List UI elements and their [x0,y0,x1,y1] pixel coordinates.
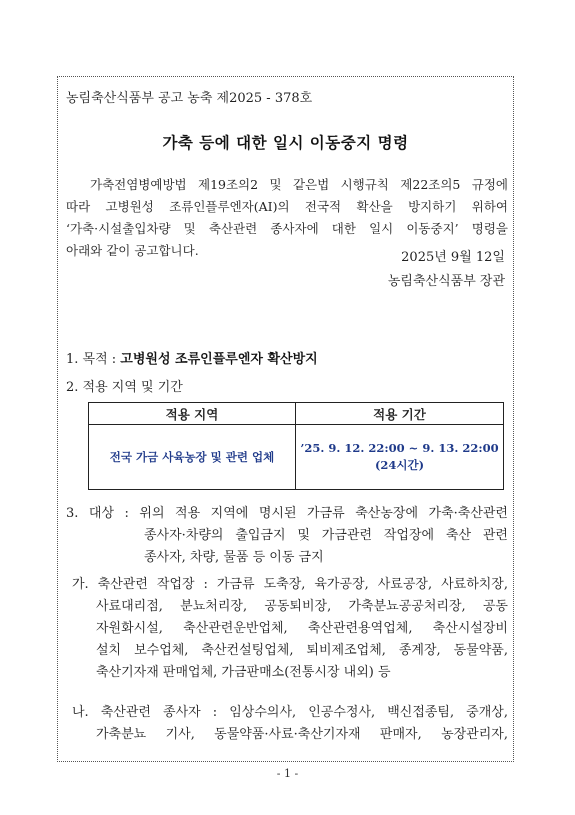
issuing-authority: 농림축산식품부 장관 [387,274,505,289]
workplace-line: 축산기자재 판매업체, 가금판매소(전통시장 내외) 등 [96,665,391,680]
workplace-line: 사료대리점, 분뇨처리장, 공동퇴비장, 가축분뇨공공처리장, 공동 [96,599,508,614]
intro-line: 아래와 같이 공고합니다. [66,243,199,258]
target-line: 종사자, 차량, 물품 등 이동 금지 [144,550,324,565]
scope-heading: 2. 적용 지역 및 기간 [66,380,183,395]
workplace-line: 설치 보수업체, 축산컨설팅업체, 퇴비제조업체, 종계장, 동물약품, [96,643,508,658]
purpose-section [66,348,318,367]
intro-line: 가축전염병예방법 제19조의2 및 같은법 시행규칙 제22조의5 규정에 [90,177,508,192]
purpose-value: 고병원성 조류인플루엔자 확산방지 [120,352,318,367]
workplace-line: 가. 축산관련 작업장 : 가금류 도축장, 육가공장, 사료공장, 사료하치장, [72,577,508,592]
purpose-label: 1. 목적 : [66,352,121,367]
period-cell [296,425,504,490]
period-range: ’25. 9. 12. 22:00 ~ 9. 13. 22:00 [300,441,499,455]
notice-number: 농림축산식품부 공고 농축 제2025 - 378호 [66,91,313,106]
worker-item [72,702,508,746]
workplace-line: 자원화시설, 축산관련운반업체, 축산관련용역업체, 축산시설장비 [96,621,508,636]
worker-line: 나. 축산관련 종사자 : 임상수의사, 인공수정사, 백신접종팀, 중개상, [72,705,508,720]
document-title: 가축 등에 대한 일시 이동중지 명령 [162,133,409,152]
table-header-row [89,403,504,425]
table-row [89,425,504,490]
scope-table [88,402,504,490]
header-period: 적용 기간 [296,403,504,425]
workplace-item [72,574,508,684]
target-section [66,503,508,569]
page-number: - 1 - [276,767,299,780]
target-line: 3. 대상 : 위의 적용 지역에 명시된 가금류 축산농장에 가축·축산관련 [66,506,508,521]
worker-line: 가축분뇨 기사, 동물약품·사료·축산기자재 판매자, 농장관리자, [96,727,508,742]
notice-date: 2025년 9월 12일 [401,250,505,265]
region-cell: 전국 가금 사육농장 및 관련 업체 [89,425,296,490]
header-region: 적용 지역 [89,403,296,425]
target-line: 종사자·차량의 출입금지 및 가금관련 작업장에 축산 관련 [144,528,508,543]
notice-frame [57,76,514,762]
intro-line: ‘가축·시설출입차량 및 축산관련 종사자에 대한 일시 이동중지’ 명령을 [66,221,508,236]
period-duration: (24시간) [374,458,425,472]
intro-line: 따라 고병원성 조류인플루엔자(AI)의 전국적 확산을 방지하기 위하여 [66,199,508,214]
